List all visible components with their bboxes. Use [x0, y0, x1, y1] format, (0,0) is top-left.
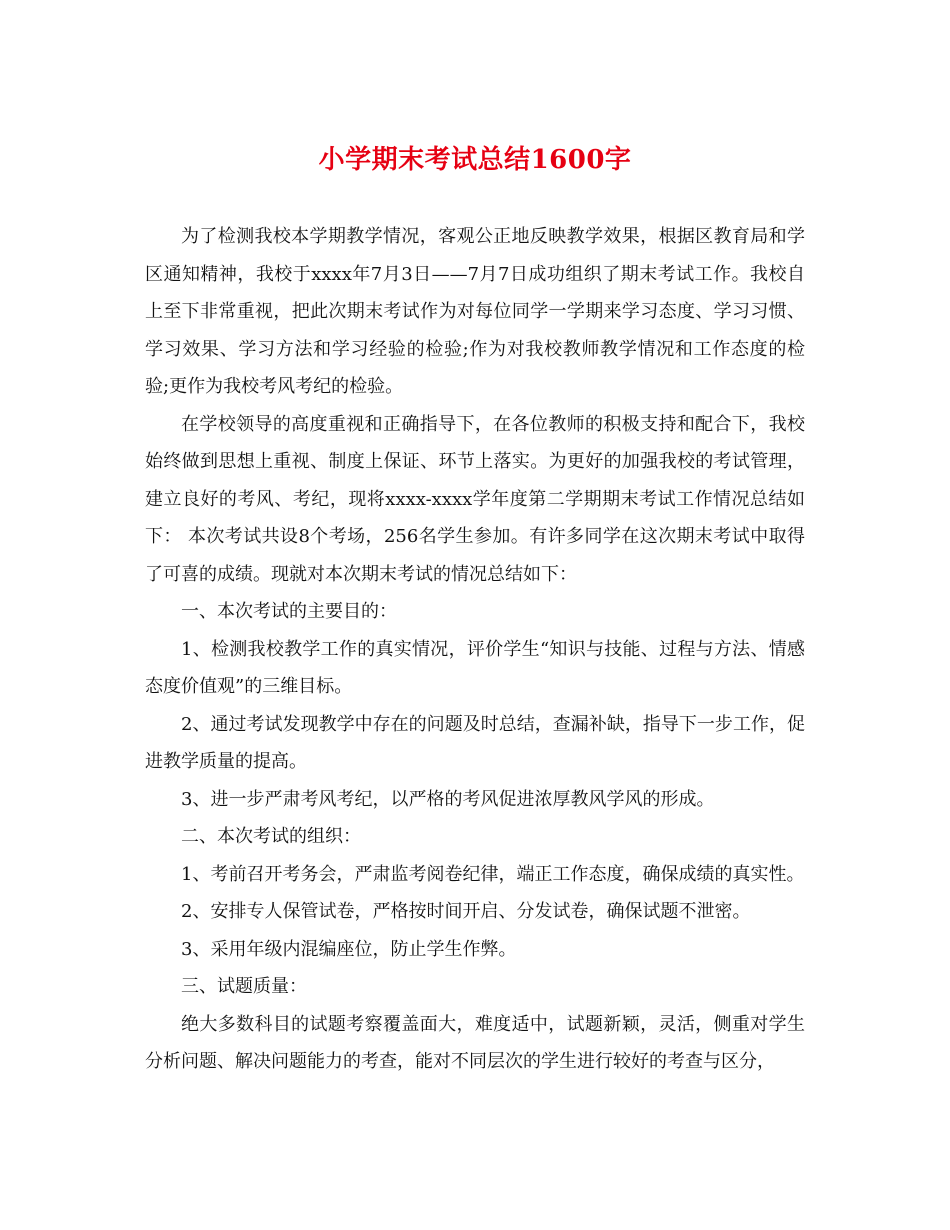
paragraph-intro: 为了检测我校本学期教学情况，客观公正地反映教学效果，根据区教育局和学区通知精神，我校于xxxx年7月3日——7月7日成功组织了期末考试工作。我校自上至下非常重视，把此次期末考试作为对每位同学一学期来学习态度、学习习惯、学习效果、学习方法和学习经验的检验;作为对我校教师教学情况和工作态度的检验;更作为我校考风考纪的检验。	[145, 226, 805, 397]
section-heading-purpose: 一、本次考试的主要目的：	[181, 601, 397, 622]
purpose-item-2: 2、通过考试发现教学中存在的问题及时总结，查漏补缺，指导下一步工作，促进教学质量的提高。	[145, 713, 805, 772]
purpose-item-3: 3、进一步严肃考风考纪，以严格的考风促进浓厚教风学风的形成。	[181, 788, 715, 810]
organization-item-2: 2、安排专人保管试卷，严格按时间开启、分发试卷，确保试题不泄密。	[181, 901, 751, 922]
section-heading-organization: 二、本次考试的组织：	[181, 826, 361, 847]
section-heading-quality: 三、试题质量：	[181, 976, 307, 997]
organization-item-1: 1、考前召开考务会，严肃监考阅卷纪律，端正工作态度，确保成绩的真实性。	[181, 863, 805, 885]
purpose-item-1: 1、检测我校教学工作的真实情况，评价学生“知识与技能、过程与方法、情感态度价值观”的三维目标。	[145, 638, 805, 697]
organization-item-3: 3、采用年级内混编座位，防止学生作弊。	[181, 938, 517, 960]
document-title: 小学期末考试总结1600字	[318, 145, 632, 175]
paragraph-summary: 在学校领导的高度重视和正确指导下，在各位教师的积极支持和配合下，我校始终做到思想上重视、制度上保证、环节上落实。为更好的加强我校的考试管理，建立良好的考风、考纪，现将xxxx-xxxx学年度第二学期期末考试工作情况总结如下： 本次考试共设8个考场，256名学生参加。有许多同学在这次期末考试中取得了可喜的成绩。现就对本次期末考试的情况总结如下：	[145, 413, 805, 585]
document-body	[145, 218, 805, 1081]
paragraph-quality: 绝大多数科目的试题考察覆盖面大，难度适中，试题新颖，灵活，侧重对学生分析问题、解决问题能力的考查，能对不同层次的学生进行较好的考查与区分，	[145, 1013, 805, 1072]
